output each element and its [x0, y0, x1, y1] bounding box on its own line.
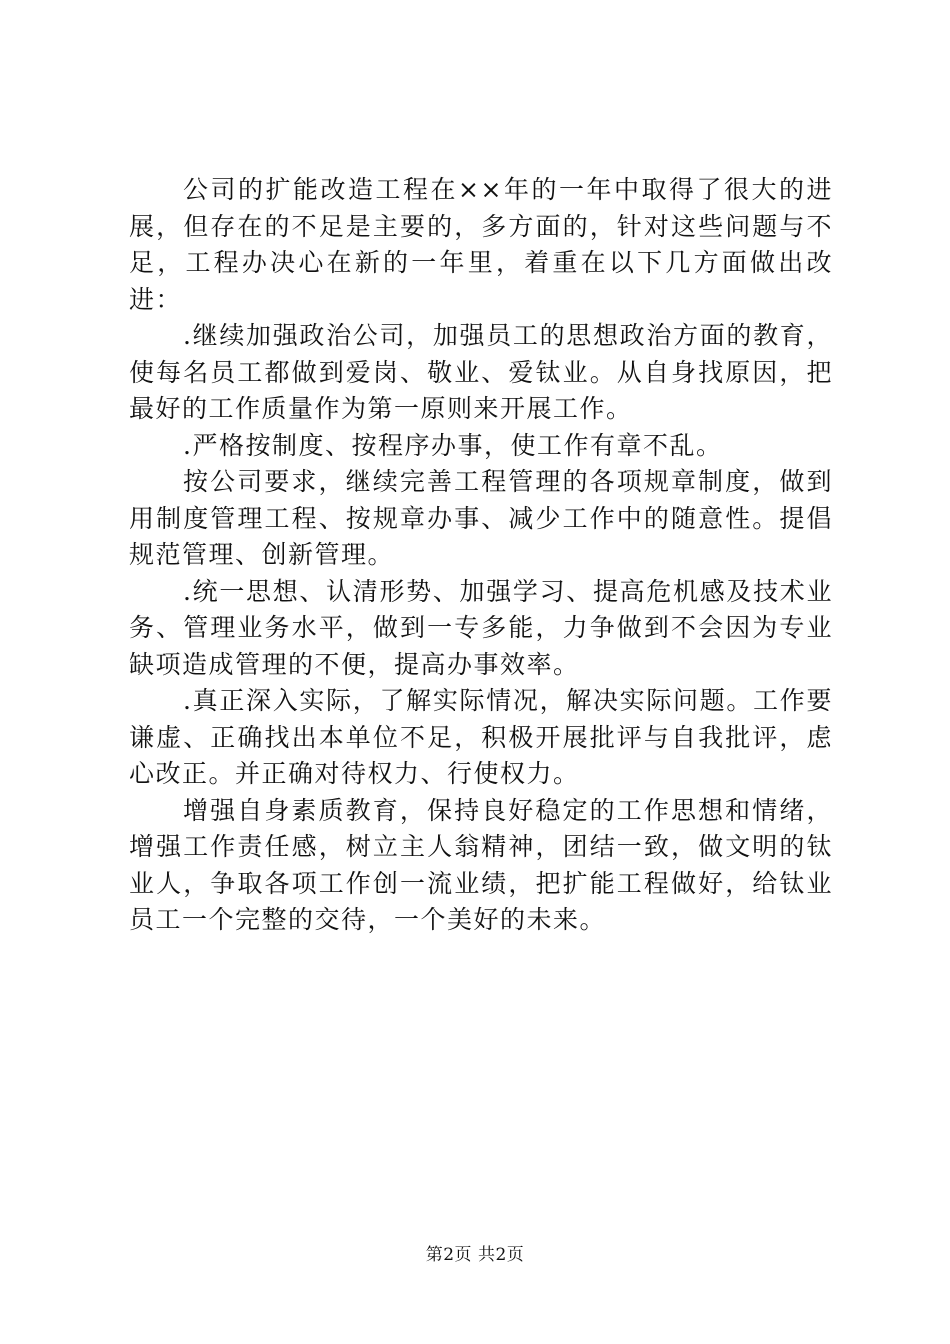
paragraph-regulations: 按公司要求，继续完善工程管理的各项规章制度，做到用制度管理工程、按规章办事、减少工作中的随意性。提倡规范管理、创新管理。 — [129, 467, 833, 569]
page-footer — [0, 1244, 950, 1266]
paragraph-item-unify-thinking: .统一思想、认清形势、加强学习、提高危机感及技术业务、管理业务水平，做到一专多能，力争做到不会因为专业缺项造成管理的不便，提高办事效率。 — [129, 576, 833, 679]
document-body — [129, 172, 833, 939]
paragraph-intro: 公司的扩能改造工程在××年的一年中取得了很大的进展，但存在的不足是主要的，多方面的，针对这些问题与不足，工程办决心在新的一年里，着重在以下几方面做出改进： — [129, 175, 833, 314]
paragraph-conclusion: 增强自身素质教育，保持良好稳定的工作思想和情绪，增强工作责任感，树立主人翁精神，团结一致，做文明的钛业人，争取各项工作创一流业绩，把扩能工程做好，给钛业员工一个完整的交待，一个美好的未来。 — [129, 795, 833, 934]
paragraph-item-practical: .真正深入实际，了解实际情况，解决实际问题。工作要谦虚、正确找出本单位不足，积极开展批评与自我批评，虑心改正。并正确对待权力、行使权力。 — [129, 686, 833, 788]
paragraph-item-political-education: .继续加强政治公司，加强员工的思想政治方面的教育，使每名员工都做到爱岗、敬业、爱钛业。从自身找原因，把最好的工作质量作为第一原则来开展工作。 — [129, 321, 833, 423]
page-number-label: 第2页 共2页 — [425, 1245, 525, 1265]
paragraph-item-procedure: .严格按制度、按程序办事，使工作有章不乱。 — [183, 430, 723, 460]
